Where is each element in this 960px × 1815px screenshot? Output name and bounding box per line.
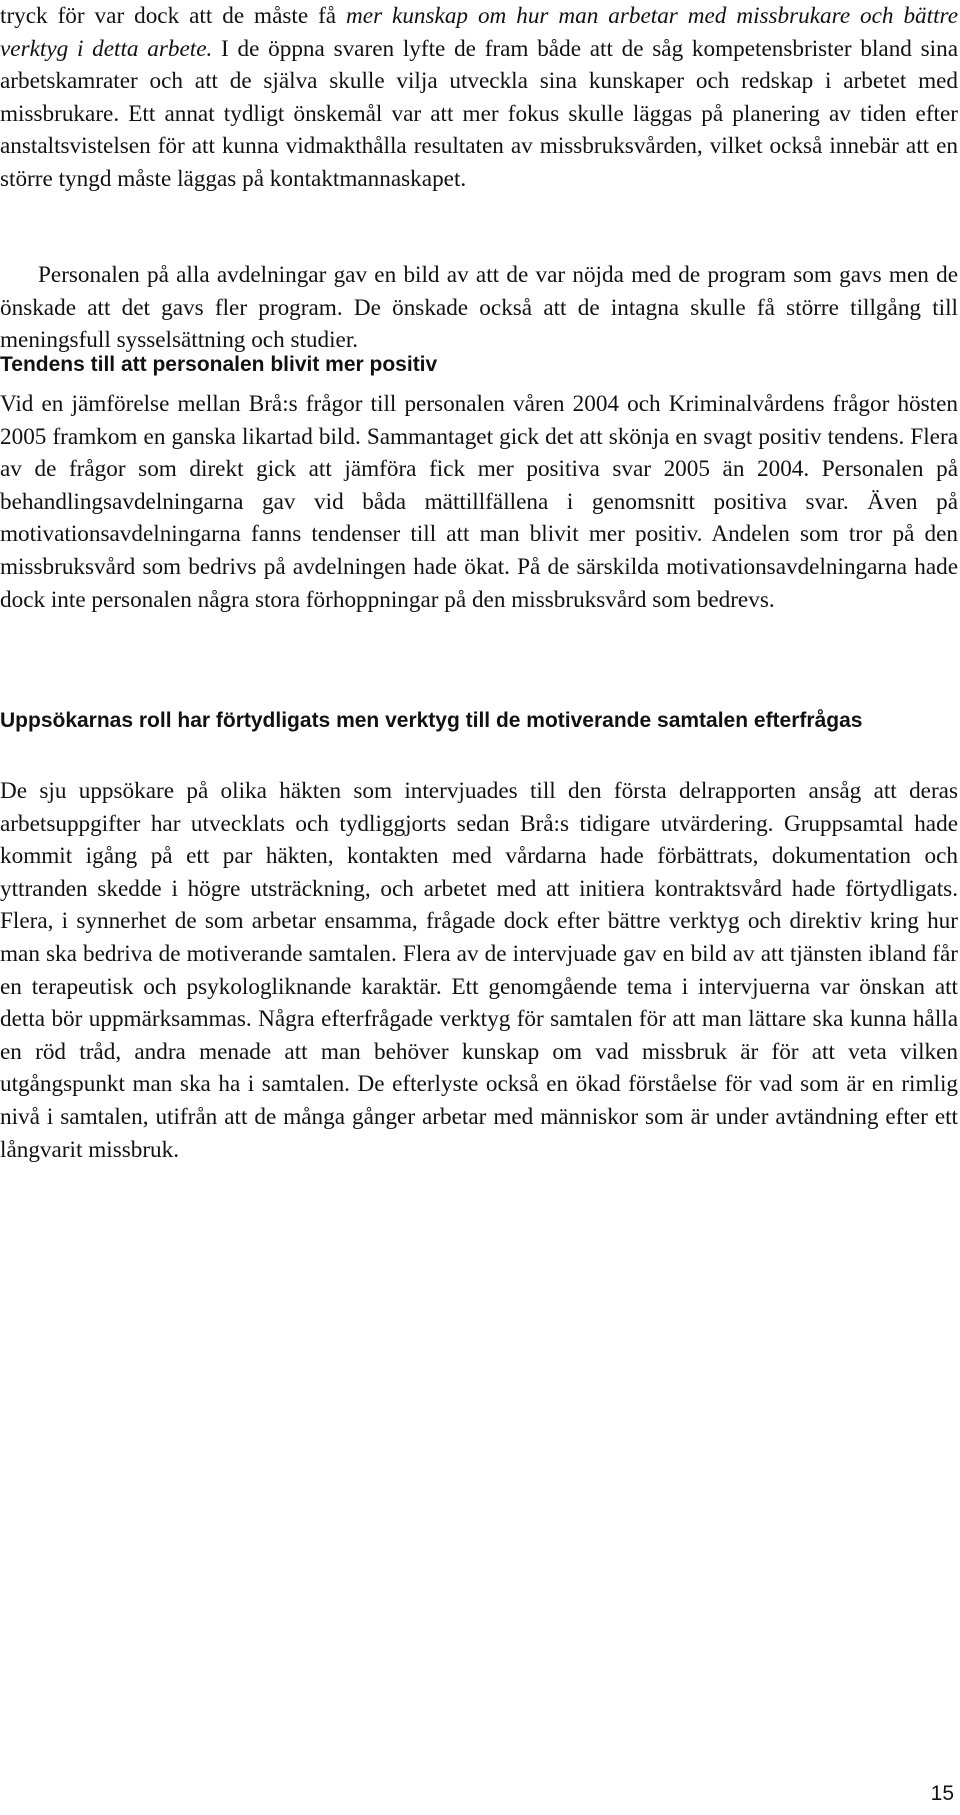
section-heading-tendency: Tendens till att personalen blivit mer positiv (0, 353, 438, 376)
emphasized-text: mer kunskap om hur man arbetar med missbrukare och bättre verktyg i detta arbete. (0, 3, 958, 62)
paragraph-staff-programs: Personalen på alla avdelningar gav en bild av att de var nöjda med de program som gavs men de önskade att det gavs fler program. De önskade också att de intagna skulle få större tillgång till meningsfull sysselsättning och studier. (0, 262, 958, 354)
paragraph-outreach: De sju uppsökare på olika häkten som intervjuades till den första delrapporten ansåg att deras arbetsuppgifter har utvecklats och tydliggjorts sedan Brå:s tidigare utvärdering. Gruppsamtal hade kommit igång på ett par häkten, kontakten med vårdarna hade förbättrats, dokumentation och yttranden skedde i högre utsträckning, och arbetet med att initiera kontraktsvård hade förtydligats. Flera, i synnerhet de som arbetar ensamma, frågade dock efter bättre verktyg och direktiv kring hur man ska bedriva de motiverande samtalen. Flera av de intervjuade gav en bild av att tjänsten ibland får en terapeutisk och psykologliknande karaktär. Ett genomgående tema i intervjuerna var önskan att detta bör uppmärksammas. Några efterfrågade verktyg för samtalen för att man lättare ska kunna hålla en röd tråd, andra menade att man behöver kunskap om vad missbruk är för att veta vilken utgångspunkt man ska ha i samtalen. De efterlyste också en ökad förståelse för vad som är en rimlig nivå i samtalen, utifrån att de många gånger arbetar med människor som är under avtändning efter ett långvarit missbruk. (0, 778, 958, 1163)
paragraph-rest-text: I de öppna svaren lyfte de fram både att de såg kompetensbrister bland sina arbetskamrater och att de själva skulle vilja utveckla sina kunskaper och redskap i arbetet med missbrukare. Ett annat tydligt önskemål var att mer fokus skulle läggas på planering av tiden efter anstaltsvistelsen för att kunna vidmakthålla resultaten av missbruksvården, vilket också innebär att en större tyngd måste läggas på kontaktmannaskapet. (0, 35, 958, 192)
page-number: 15 (930, 1782, 954, 1805)
paragraph-continuation (0, 0, 958, 196)
paragraph-tendency: Vid en jämförelse mellan Brå:s frågor till personalen våren 2004 och Kriminalvårdens frågor hösten 2005 framkom en ganska likartad bild. Sammantaget gick det att skönja en svagt positiv tendens. Flera av de frågor som direkt gick att jämföra fick mer positiva svar 2005 än 2004. Personalen på behandlingsavdelningarna gav vid båda mättillfällena i genomsnitt positiva svar. Även på motivationsavdelningarna fanns tendenser till att man blivit mer positiv. Andelen som tror på den missbruksvård som bedrivs på avdelningen hade ökat. På de särskilda motivationsavdelningarna hade dock inte personalen några stora förhoppningar på den missbruksvård som bedrevs. (0, 391, 958, 613)
paragraph-lead-text: tryck för var dock att de måste få (0, 3, 347, 29)
section-heading-outreach: Uppsökarnas roll har förtydligats men verktyg till de motiverande samtalen efterfrågas (0, 709, 863, 732)
